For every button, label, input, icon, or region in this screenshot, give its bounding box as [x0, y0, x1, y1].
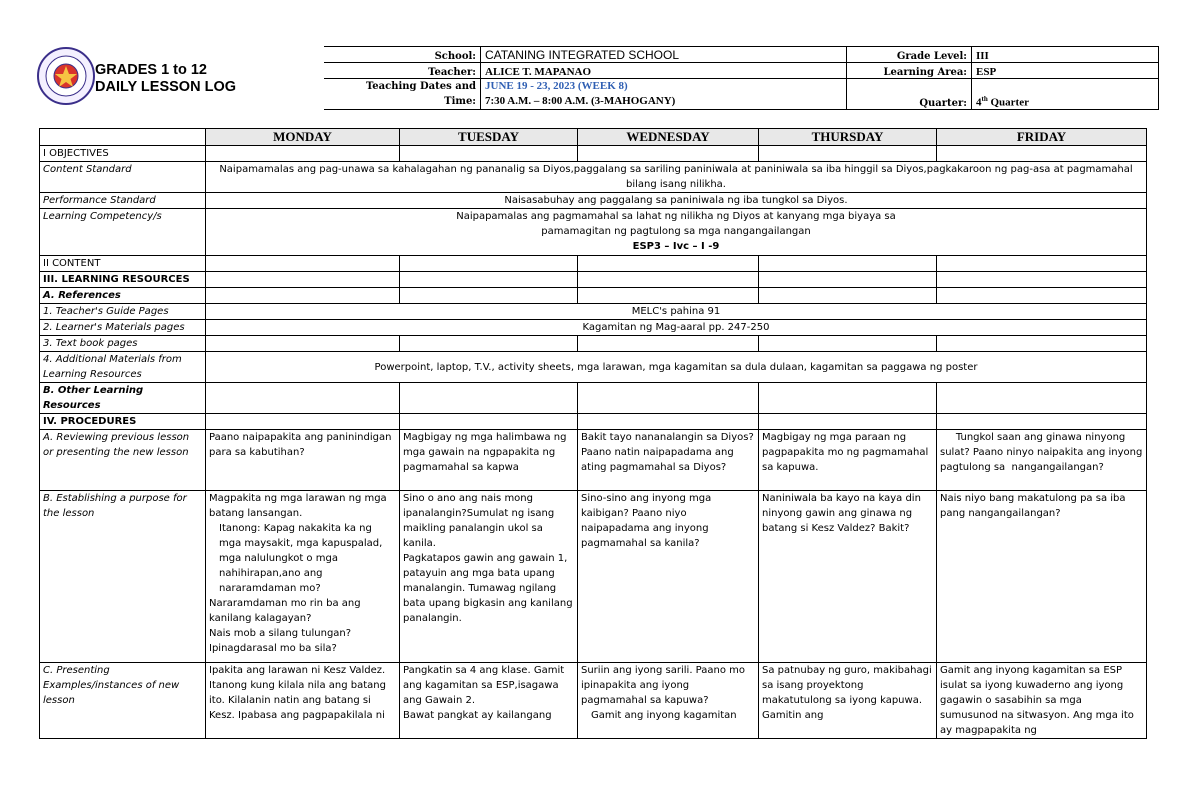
objectives-heading: I OBJECTIVES — [40, 146, 206, 162]
grade-level-label: Grade Level: — [847, 47, 972, 63]
b-monday-p2: Itanong: Kapag nakakita ka ng mga maysakit, mga kapuspalad, mga nalulungkot o mga nahihirapan,ano ang nararamdaman mo? — [219, 523, 383, 594]
procedure-b-thursday: Naniniwala ba kayo na kaya din ninyong gawin ang ginawa ng batang si Kesz Valdez? Bakit? — [759, 491, 937, 663]
performance-standard-row — [40, 193, 1147, 209]
procedure-b-friday: Nais niyo bang makatulong pa sa iba pang nangangailangan? — [937, 491, 1147, 663]
learners-materials-value: Kagamitan ng Mag-aaral pp. 247-250 — [206, 320, 1147, 336]
c-tuesday-p1: Pangkatin sa 4 ang klase. Gamit ang kagamitan sa ESP,isagawa ang Gawain 2. — [403, 665, 565, 706]
teaching-dates-label — [324, 79, 481, 110]
procedure-a-thursday: Magbigay ng mga paraan ng pagpapakita mo ng pagmamahal sa kapuwa. — [759, 430, 937, 491]
content-heading: II CONTENT — [40, 256, 206, 272]
procedure-b-wednesday: Sino-sino ang inyong mga kaibigan? Paano niyo naipapadama ang inyong pagmamahal sa kanila? — [578, 491, 759, 663]
other-resources-label: B. Other Learning Resources — [40, 383, 206, 414]
teaching-dates-value — [481, 79, 847, 110]
b-monday-p1: Magpakita ng mga larawan ng mga batang lansangan. — [209, 493, 387, 519]
additional-materials-value: Powerpoint, laptop, T.V., activity sheets, mga larawan, mga kagamitan sa dula dulaan, kagamitan sa paggawa ng poster — [206, 352, 1147, 383]
b-tuesday-p1: Sino o ano ang nais mong ipanalangin?Sumulat ng isang maikling panalangin ukol sa kanila. — [403, 493, 555, 549]
additional-materials-label: 4. Additional Materials from Learning Resources — [40, 352, 206, 383]
procedure-c-thursday: Sa patnubay ng guro, makibahagi sa isang proyektong makatutulong sa iyong kapuwa. Gamitin ang — [759, 663, 937, 739]
b-tuesday-p2: Pagkatapos gawin ang gawain 1, patayuin ang mga bata upang manalangin. Tumawag ngilang bata upang bigkasin ang kanilang panalangin. — [403, 553, 573, 624]
procedure-a-friday: Tungkol saan ang ginawa ninyong sulat? Paano ninyo naipakita ang inyong pagtulong sa nangangailangan? — [937, 430, 1147, 491]
textbook-label: 3. Text book pages — [40, 336, 206, 352]
title-line-2: DAILY LESSON LOG — [95, 79, 236, 95]
day-monday: MONDAY — [206, 129, 400, 146]
time-value: 7:30 A.M. – 8:00 A.M. (3-MAHOGANY) — [485, 95, 676, 107]
school-info-table — [324, 46, 1159, 110]
quarter-word: Quarter — [987, 97, 1029, 109]
lesson-log-table — [39, 128, 1147, 739]
content-standard-value: Naipamamalas ang pag-unawa sa kahalagahan ng pananalig sa Diyos,paggalang sa sariling paniniwala at paniniwala sa iba hinggil sa Diyos,pagkakaroon ng pag-asa at pagmamahal bilang isang nilikha. — [206, 162, 1147, 193]
procedure-b-tuesday — [400, 491, 578, 663]
c-tuesday-p2: Bawat pangkat ay kailangang — [403, 710, 552, 721]
day-tuesday: TUESDAY — [400, 129, 578, 146]
teacher-value: ALICE T. MAPANAO — [481, 63, 847, 79]
procedure-c-label: C. Presenting Examples/instances of new lesson — [40, 663, 206, 739]
content-standard-label: Content Standard — [40, 162, 206, 193]
procedures-row — [40, 414, 1147, 430]
procedure-a-tuesday: Magbigay ng mga halimbawa ng mga gawain na ngpapakita ng pagmamahal sa kapwa — [400, 430, 578, 491]
quarter-label: Quarter: — [847, 79, 972, 110]
learners-materials-row — [40, 320, 1147, 336]
day-friday: FRIDAY — [937, 129, 1147, 146]
procedure-c-row — [40, 663, 1147, 739]
procedure-a-wednesday: Bakit tayo nananalangin sa Diyos? Paano natin naipapadama ang ating pagmamahal sa Diyos? — [578, 430, 759, 491]
content-row — [40, 256, 1147, 272]
content-standard-row — [40, 162, 1147, 193]
b-monday-p3: Nararamdaman mo rin ba ang kanilang kalagayan? — [209, 598, 361, 624]
competency-value — [206, 209, 1147, 256]
teachers-guide-value: MELC's pahina 91 — [206, 304, 1147, 320]
dates-value: JUNE 19 - 23, 2023 (WEEK 8) — [485, 80, 628, 92]
textbook-row — [40, 336, 1147, 352]
b-monday-p4: Nais mob a silang tulungan? — [209, 628, 352, 639]
learners-materials-label: 2. Learner's Materials pages — [40, 320, 206, 336]
c-wednesday-p1: Suriin ang iyong sarili. Paano mo ipinapakita ang iyong pagmamahal sa kapuwa? — [581, 665, 746, 706]
grade-level-value: III — [972, 47, 1159, 63]
procedure-c-tuesday — [400, 663, 578, 739]
competency-code: ESP3 – Ivc – I -9 — [632, 241, 720, 252]
other-resources-row — [40, 383, 1147, 414]
b-monday-p5: Ipinagdarasal mo ba sila? — [209, 643, 337, 654]
school-label: School: — [324, 47, 481, 63]
day-thursday: THURSDAY — [759, 129, 937, 146]
quarter-suffix: th — [981, 95, 988, 104]
procedure-c-friday: Gamit ang inyong kagamitan sa ESP isulat sa iyong kuwaderno ang iyong gagawin o sasabihin sa mga sumusunod na sitwasyon. Ang mga ito ay magpapakita ng — [937, 663, 1147, 739]
dates-label-line-2: Time: — [444, 96, 476, 107]
teacher-label: Teacher: — [324, 63, 481, 79]
teachers-guide-row — [40, 304, 1147, 320]
performance-standard-value: Naisasabuhay ang paggalang sa paniniwala ng iba tungkol sa Diyos. — [206, 193, 1147, 209]
procedure-b-row — [40, 491, 1147, 663]
procedure-b-label: B. Establishing a purpose for the lesson — [40, 491, 206, 663]
learning-area-value: ESP — [972, 63, 1159, 79]
competency-line-1: Naipapamalas ang pagmamahal sa lahat ng nilikha ng Diyos at kanyang mga biyaya sa — [456, 211, 896, 222]
blank-header — [40, 129, 206, 146]
quarter-value — [972, 79, 1159, 110]
procedure-c-monday: Ipakita ang larawan ni Kesz Valdez. Itanong kung kilala nila ang batang ito. Kilalanin natin ang batang si Kesz. Ipabasa ang pagpapakilala ni — [206, 663, 400, 739]
school-value: CATANING INTEGRATED SCHOOL — [481, 47, 847, 63]
teachers-guide-label: 1. Teacher's Guide Pages — [40, 304, 206, 320]
competency-line-2: pamamagitan ng pagtulong sa mga nangangailangan — [541, 226, 811, 237]
objectives-row — [40, 146, 1147, 162]
deped-seal-logo — [37, 47, 95, 105]
competency-row — [40, 209, 1147, 256]
resources-heading: III. LEARNING RESOURCES — [40, 272, 206, 288]
procedure-a-monday: Paano naipapakita ang paninindigan para sa kabutihan? — [206, 430, 400, 491]
quarter-number: 4 — [976, 97, 982, 109]
competency-label: Learning Competency/s — [40, 209, 206, 256]
procedures-heading: IV. PROCEDURES — [40, 414, 206, 430]
procedure-b-monday — [206, 491, 400, 663]
procedure-c-wednesday — [578, 663, 759, 739]
references-heading: A. References — [40, 288, 206, 304]
procedure-a-label: A. Reviewing previous lesson or presenting the new lesson — [40, 430, 206, 491]
document-title — [95, 62, 236, 96]
learning-area-label: Learning Area: — [847, 63, 972, 79]
procedure-a-row — [40, 430, 1147, 491]
additional-materials-row — [40, 352, 1147, 383]
c-wednesday-p2: Gamit ang inyong kagamitan — [591, 710, 737, 721]
dates-label-line-1: Teaching Dates and — [365, 81, 476, 92]
day-wednesday: WEDNESDAY — [578, 129, 759, 146]
day-header-row — [40, 129, 1147, 146]
title-line-1: GRADES 1 to 12 — [95, 62, 207, 78]
performance-standard-label: Performance Standard — [40, 193, 206, 209]
references-row — [40, 288, 1147, 304]
resources-row — [40, 272, 1147, 288]
